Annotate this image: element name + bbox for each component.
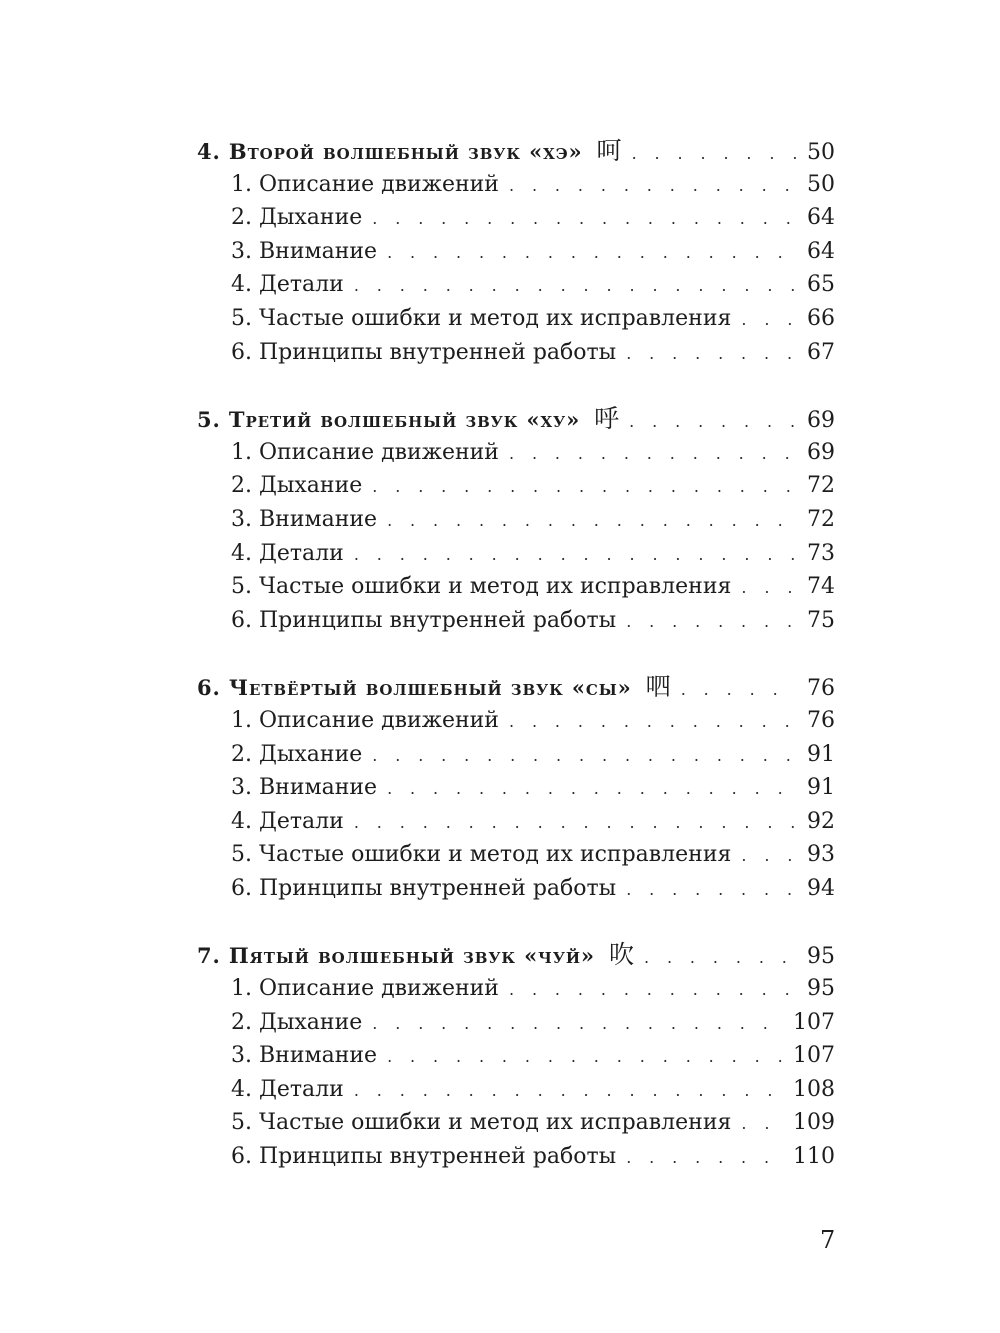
dot-leader	[387, 236, 797, 270]
entry-title: 6. Принципы внутренней работы	[231, 1144, 617, 1170]
entry-page-number: 107	[793, 1009, 835, 1035]
dot-leader	[741, 1107, 783, 1141]
toc-entry[interactable]	[197, 1039, 835, 1073]
entry-page-number: 74	[807, 574, 835, 600]
entry-title: 1. Описание движений	[231, 707, 499, 733]
dot-leader	[387, 772, 797, 806]
entry-title: 5. Частые ошибки и метод их исправления	[231, 305, 732, 331]
chinese-character: 呬	[645, 672, 671, 702]
entry-page-number: 92	[807, 808, 835, 834]
dot-leader	[509, 437, 797, 471]
dot-leader	[741, 839, 797, 873]
toc-entry[interactable]	[197, 704, 835, 738]
dot-leader	[626, 337, 797, 371]
dot-leader	[387, 1040, 783, 1074]
entry-title: 5. Частые ошибки и метод их исправления	[231, 1110, 732, 1136]
toc-entry[interactable]	[197, 201, 835, 235]
toc-entry[interactable]	[197, 805, 835, 839]
entry-page-number: 76	[807, 707, 835, 733]
dot-leader	[741, 303, 797, 337]
entry-title: 4. Детали	[231, 808, 344, 834]
entry-title: 2. Дыхание	[231, 473, 363, 499]
toc-chapter	[197, 134, 835, 369]
entry-title: 6. Принципы внутренней работы	[231, 607, 617, 633]
toc-entry[interactable]	[197, 168, 835, 202]
entry-page-number: 108	[793, 1076, 835, 1102]
chapter-title: 5. Третий волшебный звук «ху»	[197, 407, 581, 433]
toc-chapter	[197, 402, 835, 637]
entry-title: 1. Описание движений	[231, 171, 499, 197]
entry-title: 5. Частые ошибки и метод их исправления	[231, 842, 732, 868]
dot-leader	[626, 873, 797, 907]
entry-title: 6. Принципы внутренней работы	[231, 875, 617, 901]
dot-leader	[626, 1141, 783, 1175]
entry-title: 4. Детали	[231, 272, 344, 298]
entry-title: 4. Детали	[231, 1076, 344, 1102]
toc-entry[interactable]	[197, 838, 835, 872]
entry-page-number: 50	[807, 171, 835, 197]
dot-leader	[372, 202, 797, 236]
chapter-title: 6. Четвёртый волшебный звук «сы»	[197, 675, 632, 701]
page-number: 7	[820, 1226, 836, 1254]
dot-leader	[387, 504, 797, 538]
dot-leader	[626, 605, 797, 639]
chapter-page-number: 76	[807, 676, 835, 702]
toc-entry[interactable]	[197, 268, 835, 302]
entry-page-number: 91	[807, 775, 835, 801]
chapter-heading[interactable]	[197, 134, 835, 168]
toc-entry[interactable]	[197, 469, 835, 503]
chapter-title: 7. Пятый волшебный звук «чуй»	[197, 943, 595, 969]
toc-chapter	[197, 938, 835, 1173]
chapter-heading[interactable]	[197, 670, 835, 704]
entry-title: 1. Описание движений	[231, 439, 499, 465]
entry-page-number: 64	[807, 205, 835, 231]
toc-entry[interactable]	[197, 1106, 835, 1140]
entry-page-number: 67	[807, 339, 835, 365]
chapter-title: 4. Второй волшебный звук «хэ»	[197, 139, 583, 164]
entry-title: 4. Детали	[231, 540, 344, 566]
dot-leader	[372, 470, 797, 504]
entry-page-number: 69	[807, 439, 835, 465]
toc-entry[interactable]	[197, 604, 835, 638]
toc-entry[interactable]	[197, 436, 835, 470]
toc-entry[interactable]	[197, 336, 835, 370]
toc-entry[interactable]	[197, 738, 835, 772]
dot-leader	[354, 269, 797, 303]
dot-leader	[632, 137, 797, 171]
entry-page-number: 66	[807, 305, 835, 331]
toc-entry[interactable]	[197, 972, 835, 1006]
entry-page-number: 110	[793, 1144, 835, 1170]
chapter-heading[interactable]	[197, 402, 835, 436]
entry-page-number: 94	[807, 875, 835, 901]
toc-entry[interactable]	[197, 1073, 835, 1107]
dot-leader	[372, 1007, 783, 1041]
entry-page-number: 73	[807, 540, 835, 566]
toc-entry[interactable]	[197, 1140, 835, 1174]
toc-entry[interactable]	[197, 1006, 835, 1040]
chinese-character: 吹	[608, 940, 634, 970]
entry-page-number: 95	[807, 976, 835, 1002]
entry-page-number: 72	[807, 473, 835, 499]
table-of-contents	[197, 134, 835, 1207]
entry-page-number: 91	[807, 741, 835, 767]
toc-entry[interactable]	[197, 503, 835, 537]
entry-title: 2. Дыхание	[231, 1009, 363, 1035]
entry-title: 2. Дыхание	[231, 741, 363, 767]
toc-entry[interactable]	[197, 302, 835, 336]
entry-page-number: 72	[807, 506, 835, 532]
entry-title: 3. Внимание	[231, 775, 378, 801]
entry-title: 5. Частые ошибки и метод их исправления	[231, 574, 732, 600]
entry-page-number: 75	[807, 607, 835, 633]
dot-leader	[681, 673, 797, 707]
entry-title: 2. Дыхание	[231, 205, 363, 231]
entry-title: 6. Принципы внутренней работы	[231, 339, 617, 365]
entry-page-number: 64	[807, 238, 835, 264]
dot-leader	[629, 405, 797, 439]
dot-leader	[354, 538, 797, 572]
toc-entry[interactable]	[197, 235, 835, 269]
toc-entry[interactable]	[197, 771, 835, 805]
toc-entry[interactable]	[197, 872, 835, 906]
dot-leader	[741, 571, 797, 605]
chapter-page-number: 50	[807, 140, 835, 165]
entry-title: 3. Внимание	[231, 238, 378, 264]
dot-leader	[509, 169, 797, 203]
toc-entry[interactable]	[197, 537, 835, 571]
dot-leader	[509, 973, 797, 1007]
toc-chapter	[197, 670, 835, 905]
entry-page-number: 65	[807, 272, 835, 298]
chapter-page-number: 95	[807, 944, 835, 970]
entry-page-number: 93	[807, 842, 835, 868]
entry-title: 1. Описание движений	[231, 976, 499, 1002]
toc-entry[interactable]	[197, 570, 835, 604]
entry-page-number: 107	[793, 1043, 835, 1069]
dot-leader	[644, 941, 797, 975]
chapter-heading[interactable]	[197, 938, 835, 972]
dot-leader	[372, 739, 797, 773]
chapter-page-number: 69	[807, 408, 835, 434]
entry-page-number: 109	[793, 1110, 835, 1136]
dot-leader	[509, 705, 797, 739]
entry-title: 3. Внимание	[231, 1043, 378, 1069]
entry-title: 3. Внимание	[231, 506, 378, 532]
dot-leader	[354, 806, 797, 840]
chinese-character: 呵	[596, 136, 622, 165]
dot-leader	[354, 1074, 783, 1108]
chinese-character: 呼	[594, 404, 620, 434]
